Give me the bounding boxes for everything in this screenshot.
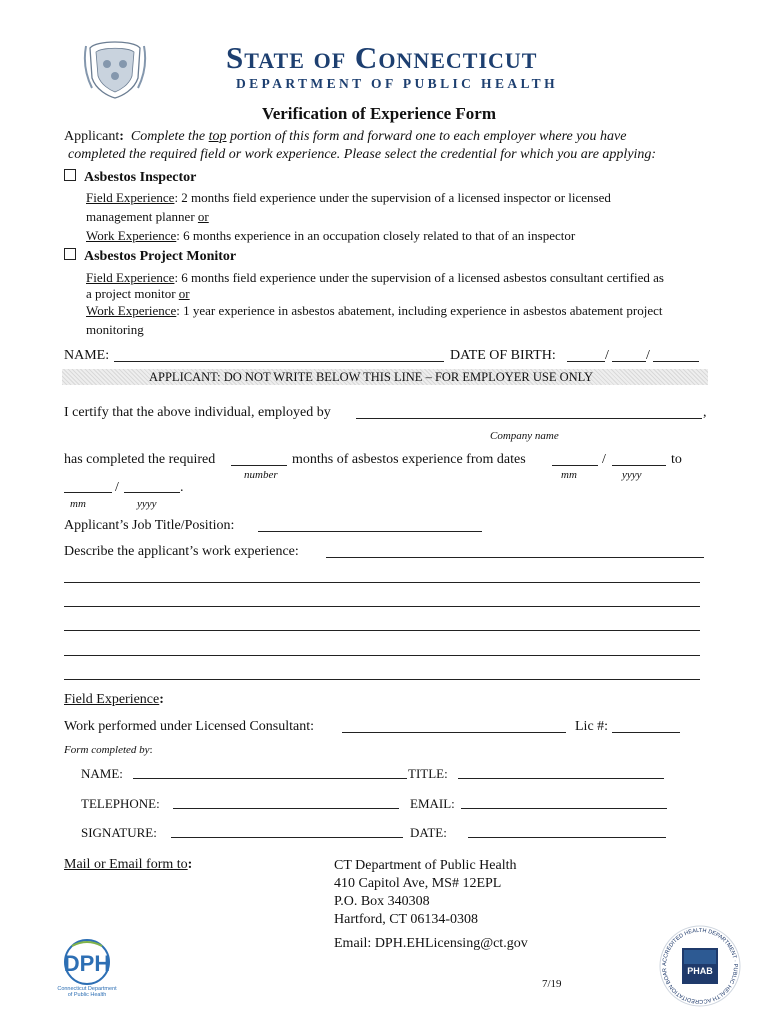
number-caption: number	[244, 469, 278, 481]
field-text-2: a project monitor	[86, 286, 179, 301]
applicant-name-label: NAME:	[64, 348, 110, 363]
address-line: Hartford, CT 06134-0308	[334, 912, 478, 927]
employer-only-notice: APPLICANT: DO NOT WRITE BELOW THIS LINE – FOR EMPLOYER USE ONLY	[149, 370, 594, 384]
end-period: .	[180, 480, 184, 495]
field-experience-label: Field Experience	[86, 190, 175, 205]
describe-label: Describe the applicant’s work experience:	[64, 544, 299, 559]
describe-field-line[interactable]	[64, 582, 700, 583]
monitor-field-line-2	[86, 286, 190, 302]
completed-text-b: months of asbestos experience from dates	[292, 452, 526, 467]
signature-label: SIGNATURE:	[81, 825, 157, 840]
mail-address	[334, 857, 516, 929]
dob-day-field[interactable]	[612, 361, 646, 362]
address-line: CT Department of Public Health	[334, 858, 517, 873]
to-slash: /	[115, 480, 119, 495]
date-label: DATE:	[410, 825, 447, 840]
applicant-name-field[interactable]	[114, 361, 444, 362]
phab-logo-text: PHAB	[687, 966, 713, 976]
lic-number-field[interactable]	[612, 732, 680, 733]
date-field[interactable]	[468, 837, 666, 838]
address-line: 410 Capitol Ave, MS# 12EPL	[334, 876, 502, 891]
company-name-caption: Company name	[490, 430, 559, 442]
dph-logo	[52, 936, 122, 1002]
dph-logo-text: DPH	[63, 951, 111, 976]
credential-asbestos-project-monitor[interactable]	[64, 248, 236, 265]
from-year-field[interactable]	[612, 465, 666, 466]
lic-label: Lic #:	[575, 719, 609, 734]
completer-name-field[interactable]	[133, 778, 407, 779]
completer-title-label: TITLE:	[408, 766, 448, 781]
phab-accreditation-seal	[658, 924, 742, 1008]
telephone-label: TELEPHONE:	[81, 796, 160, 811]
to-year-field[interactable]	[124, 492, 180, 493]
dob-separator: /	[605, 348, 609, 363]
instructions-line-1	[64, 129, 626, 145]
form-completed-by-text: Form completed by	[64, 744, 150, 756]
applicant-label: Applicant	[64, 129, 120, 144]
yyyy-caption: yyyy	[622, 469, 642, 481]
consultant-field[interactable]	[342, 732, 566, 733]
credential-asbestos-inspector[interactable]	[64, 169, 196, 186]
company-name-field[interactable]	[356, 418, 702, 419]
certify-comma: ,	[703, 405, 707, 420]
email-address[interactable]: Email: DPH.EHLicensing@ct.gov	[334, 936, 528, 951]
completer-title-field[interactable]	[458, 778, 664, 779]
credential-name: Asbestos Project Monitor	[84, 249, 237, 264]
mm-caption: mm	[561, 469, 577, 481]
form-completed-colon: :	[149, 744, 153, 756]
dob-label: DATE OF BIRTH:	[450, 348, 556, 363]
email-label: EMAIL:	[410, 796, 455, 811]
applicant-colon: :	[119, 129, 124, 144]
field-text: : 2 months field experience under the supervision of a licensed inspector or licensed	[174, 190, 611, 205]
inspector-work-line	[86, 228, 575, 244]
field-text-2: management planner	[86, 209, 198, 224]
monitor-field-line-1	[86, 270, 664, 286]
mail-label	[64, 857, 192, 873]
dob-separator: /	[646, 348, 650, 363]
from-slash: /	[602, 452, 606, 467]
mail-label-text: Mail or Email form to	[64, 857, 188, 872]
monitor-work-line-2: monitoring	[86, 322, 144, 337]
field-experience-heading	[64, 692, 164, 708]
phab-seal-text: ACCREDITED HEALTH DEPARTMENT · PUBLIC HEALTH ACCREDITATION BOAR	[661, 927, 739, 1005]
field-text: : 6 months field experience under the supervision of a licensed asbestos consultant certified as	[174, 270, 664, 285]
or-text: or	[197, 209, 209, 224]
state-seal	[82, 38, 148, 100]
work-text: : 6 months experience in an occupation closely related to that of an inspector	[176, 228, 576, 243]
credential-name: Asbestos Inspector	[84, 170, 197, 185]
job-title-field[interactable]	[258, 531, 482, 532]
describe-field-line[interactable]	[64, 606, 700, 607]
form-title: Verification of Experience Form	[262, 104, 496, 123]
from-month-field[interactable]	[552, 465, 598, 466]
inspector-field-line-1	[86, 190, 611, 206]
form-completed-by	[64, 744, 153, 756]
to-text: to	[671, 452, 682, 467]
instr-text-a: Complete the	[130, 129, 209, 144]
telephone-field[interactable]	[173, 808, 399, 809]
months-number-field[interactable]	[231, 465, 287, 466]
header-subtitle: DEPARTMENT OF PUBLIC HEALTH	[236, 76, 558, 91]
describe-field-line[interactable]	[326, 557, 704, 558]
or-text: or	[178, 286, 190, 301]
monitor-work-line-1	[86, 303, 663, 319]
mail-colon: :	[187, 857, 193, 872]
header-title: State of Connecticut	[226, 40, 538, 75]
describe-field-line[interactable]	[64, 630, 700, 631]
inspector-checkbox[interactable]	[64, 169, 76, 181]
field-experience-label: Field Experience	[86, 270, 175, 285]
describe-field-line[interactable]	[64, 679, 700, 680]
certify-text: I certify that the above individual, employed by	[64, 405, 331, 420]
instr-text-b: portion of this form and forward one to each employer where you have	[226, 129, 627, 144]
dph-logo-caption: Connecticut Department of Public Health	[57, 986, 117, 998]
to-month-field[interactable]	[64, 492, 112, 493]
work-text: : 1 year experience in asbestos abatement, including experience in asbestos abatement project	[176, 303, 663, 318]
address-line: P.O. Box 340308	[334, 894, 430, 909]
work-experience-label: Work Experience	[86, 228, 177, 243]
completed-text-a: has completed the required	[64, 452, 216, 467]
project-monitor-checkbox[interactable]	[64, 248, 76, 260]
instructions-line-2: completed the required field or work experience. Please select the credential for which you are applying:	[68, 147, 657, 162]
inspector-field-line-2	[86, 209, 209, 225]
mm-caption-2: mm	[70, 498, 86, 510]
heading-colon: :	[159, 692, 164, 707]
dob-year-field[interactable]	[653, 361, 699, 362]
job-title-label: Applicant’s Job Title/Position:	[64, 518, 235, 533]
field-experience-heading-text: Field Experience	[64, 692, 160, 707]
describe-field-line[interactable]	[64, 655, 700, 656]
signature-field[interactable]	[171, 837, 403, 838]
dob-month-field[interactable]	[567, 361, 605, 362]
yyyy-caption-2: yyyy	[137, 498, 157, 510]
instr-top: top	[208, 129, 227, 144]
revision-date: 7/19	[542, 978, 562, 990]
consultant-label: Work performed under Licensed Consultant:	[64, 719, 315, 734]
work-experience-label: Work Experience	[86, 303, 177, 318]
email-field[interactable]	[461, 808, 667, 809]
completer-name-label: NAME:	[81, 766, 123, 781]
